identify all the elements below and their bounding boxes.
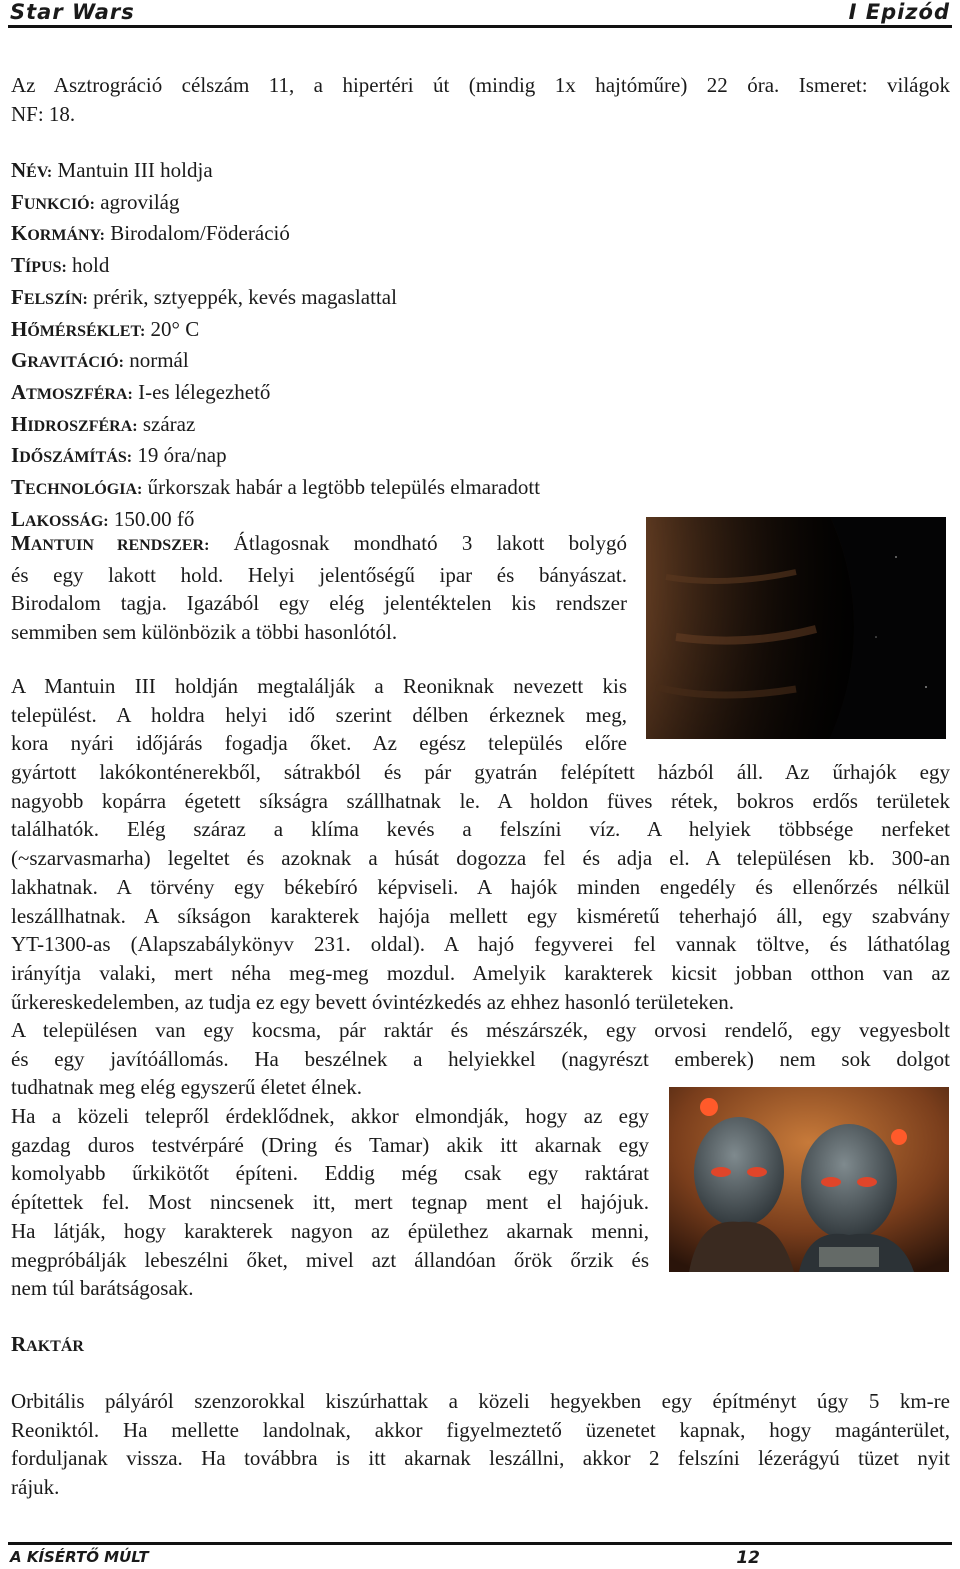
paragraph-line: rájuk. bbox=[11, 1475, 60, 1500]
paragraph-line: építettek fel. Most nincsenek itt, mert tegnap ment el hajójuk. bbox=[11, 1190, 649, 1215]
stat-type: TÍPUS: hold bbox=[11, 253, 110, 278]
paragraph-line: és egy lakott hold. Helyi jelentőségű ipar és bányászat. bbox=[11, 562, 627, 587]
page-number: 12 bbox=[736, 1548, 760, 1568]
paragraph-line: forduljanak vissza. Ha továbbra is itt akarnak leszállni, akkor 2 felszíni lézerágyú tüzet nyit bbox=[11, 1446, 950, 1471]
footer-rule bbox=[8, 1542, 952, 1545]
stat-function: FUNKCIÓ: agrovilág bbox=[11, 189, 180, 214]
paragraph-line: találhatók. Elég száraz a klíma kevés a felszíni víz. A helyiek többsége nerfeket bbox=[11, 817, 950, 842]
stat-surface: FELSZÍN: prérik, sztyeppék, kevés magaslattal bbox=[11, 284, 397, 309]
intro-paragraph bbox=[11, 71, 950, 128]
header-title: Star Wars bbox=[10, 0, 135, 24]
paragraph-line: Orbitális pályáról szenzorokkal kiszúrhattak a közeli hegyekben egy építményt úgy 5 km-re bbox=[11, 1389, 950, 1413]
paragraph-line: Reoniktól. Ha mellette landolnak, akkor figyelmeztető üzenetet kapnak, hogy magánterület, bbox=[11, 1417, 950, 1442]
section-heading-raktar: RAKTÁR bbox=[11, 1332, 84, 1356]
aliens-image bbox=[669, 1087, 949, 1272]
paragraph-line: YT-1300-as (Alapszabálykönyv 231. oldal). A hajó fegyverei fel vannak töltve, és láthatólag bbox=[11, 932, 950, 957]
stat-block bbox=[11, 156, 540, 536]
page-header bbox=[10, 0, 950, 26]
paragraph-line: kora nyári időjárás fogadja őket. Az egész település előre bbox=[11, 731, 627, 756]
paragraph-line: irányítja valaki, mert néha meg-meg mozdul. Amelyik karakterek kicsit jobban otthon van az bbox=[11, 960, 950, 985]
stat-temperature: HŐMÉRSÉKLET: 20° C bbox=[11, 316, 200, 341]
paragraph-line: megpróbálják lebeszélni őket, mivel azt állandóan őrök őrzik és bbox=[11, 1247, 649, 1272]
page-footer bbox=[10, 1548, 950, 1568]
footer-title: A KÍSÉRTŐ MÚLT bbox=[10, 1548, 149, 1566]
intro-line: Az Asztrográció célszám 11, a hipertéri út (mindig 1x hajtóműre) 22 óra. Ismeret: világok bbox=[11, 73, 950, 97]
stat-atmosphere: ATMOSZFÉRA: I-es lélegezhető bbox=[11, 379, 271, 404]
paragraph-line: települést. A holdra helyi idő szerint délben érkeznek meg, bbox=[11, 702, 627, 727]
durosh-paragraph bbox=[11, 1102, 649, 1303]
paragraph-line: Ha a közeli telepről érdeklődnek, akkor elmondják, hogy az egy bbox=[11, 1104, 649, 1128]
stat-hydrosphere: HIDROSZFÉRA: száraz bbox=[11, 411, 196, 436]
paragraph-line: és egy javítóállomás. Ha beszélnek a helyiekkel (nagyrészt emberek) nem sok dolgot bbox=[11, 1046, 950, 1071]
paragraph-line: komolyabb űrkikötőt építeni. Eddig még csak egy raktárat bbox=[11, 1161, 649, 1186]
paragraph-line: nem túl barátságosak. bbox=[11, 1276, 194, 1301]
paragraph-line: A településen van egy kocsma, pár raktár és mészárszék, egy orvosi rendelő, egy vegyesbolt bbox=[11, 1018, 950, 1042]
raktar-paragraph bbox=[11, 1387, 950, 1502]
paragraph-line: gazdag duros testvérpáré (Dring és Tamar) akik itt akarnak egy bbox=[11, 1132, 649, 1157]
paragraph-line: tudhatnak meg elég egyszerű életet élnek. bbox=[11, 1075, 363, 1100]
intro-line: NF: 18. bbox=[11, 101, 76, 126]
reonik-paragraph-wide bbox=[11, 758, 950, 1016]
paragraph-line: nagyobb kopárra égetett síkságra szállhatnak le. A holdon füves rétek, bokros erdős területek bbox=[11, 788, 950, 813]
planet-illustration bbox=[646, 517, 946, 739]
paragraph-line: gyártott lakókonténerekből, sátrakból és pár gyatrán felépített házból áll. Az űrhajók egy bbox=[11, 760, 950, 784]
paragraph-line: semmiben sem különbözik a többi hasonlótól. bbox=[11, 620, 398, 645]
paragraph-line: MANTUIN RENDSZER: Átlagosnak mondható 3 lakott bolygó bbox=[11, 531, 628, 555]
paragraph-line: űrkereskedelemben, az tudja ez egy bevett óvintézkedés az ehhez hasonló területeken. bbox=[11, 989, 734, 1014]
stat-gravity: GRAVITÁCIÓ: normál bbox=[11, 348, 189, 373]
stat-name: NÉV: Mantuin III holdja bbox=[11, 158, 213, 182]
stat-day-length: IDŐSZÁMÍTÁS: 19 óra/nap bbox=[11, 443, 227, 468]
paragraph-line: (~szarvasmarha) legeltet és azoknak a húsát dogozza fel és adja el. A településen kb. 300-an bbox=[11, 846, 950, 871]
reonik-paragraph-narrow bbox=[11, 672, 627, 758]
paragraph-line: Birodalom tagja. Igazából egy elég jelentéktelen kis rendszer bbox=[11, 591, 627, 616]
paragraph-line: A Mantuin III holdján megtalálják a Reoniknak nevezett kis bbox=[11, 674, 627, 698]
paragraph-line: leszállhatnak. A síkságon karakterek hajója mellett egy kisméretű teherhajó áll, egy szabvány bbox=[11, 903, 950, 928]
header-rule bbox=[8, 25, 952, 28]
planet-image bbox=[646, 517, 946, 739]
header-episode: I Epizód bbox=[848, 0, 950, 24]
stat-government: KORMÁNY: Birodalom/Föderáció bbox=[11, 221, 290, 246]
paragraph-line: lakhatnak. A törvény egy békebíró képviseli. A hajók minden engedély és ellenőrzés nélkül bbox=[11, 874, 950, 899]
stat-population: LAKOSSÁG: 150.00 fő bbox=[11, 506, 195, 531]
paragraph-line: Ha látják, hogy karakterek nagyon az épülethez akarnak menni, bbox=[11, 1218, 649, 1243]
stat-technology: TECHNOLÓGIA: űrkorszak habár a legtöbb település elmaradott bbox=[11, 475, 541, 500]
mantuin-system-paragraph bbox=[11, 529, 627, 647]
duros-aliens-illustration bbox=[669, 1087, 949, 1272]
